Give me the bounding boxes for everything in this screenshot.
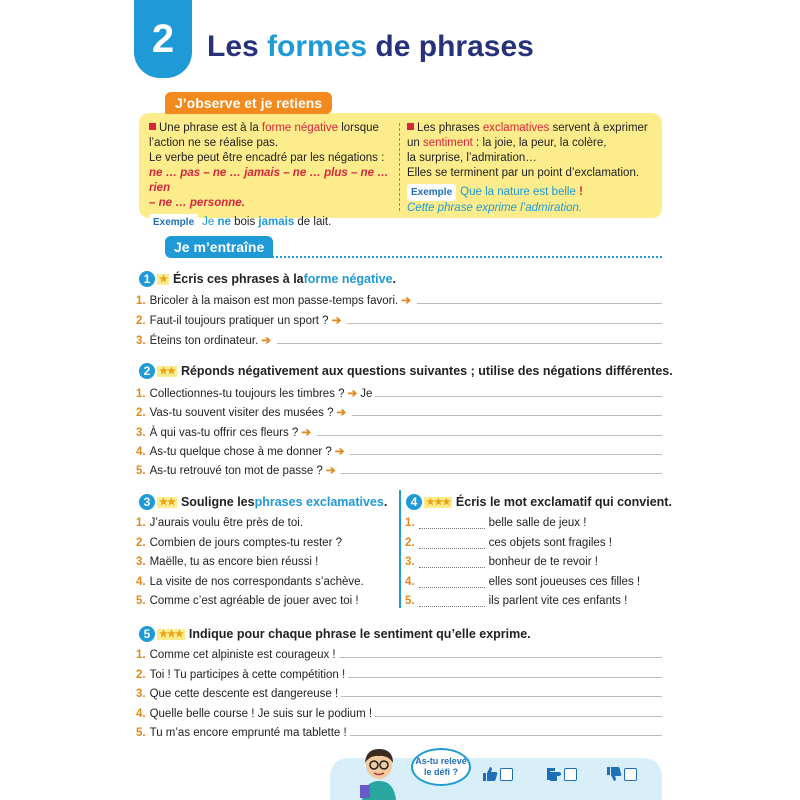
negations-list: ne … pas – ne … jamais – ne … plus – ne … rien: [149, 167, 389, 194]
item-text: Toi ! Tu participes à cette compétition !: [149, 669, 346, 681]
instruction-keyword: forme négative: [303, 272, 393, 286]
answer-line[interactable]: [341, 472, 662, 474]
text: Le verbe peut être encadré par les négations :: [149, 152, 385, 164]
instruction: Souligne les: [180, 495, 255, 509]
item-text: belle salle de jeux !: [488, 517, 587, 529]
arrow-icon: ➔: [261, 335, 271, 347]
exercise-2-item[interactable]: 5. As-tu retrouvé ton mot de passe ? ➔: [136, 463, 662, 477]
bubble-text: As-tu relevé: [415, 756, 467, 766]
exercise-3-item[interactable]: 3. Maëlle, tu as encore bien réussi !: [136, 556, 319, 568]
answer-line[interactable]: [339, 656, 662, 658]
exercise-1-item[interactable]: 1. Bricoler à la maison est mon passe-temps favori. ➔: [136, 293, 662, 307]
exercise-5-item[interactable]: 1. Comme cet alpiniste est courageux !: [136, 649, 662, 661]
exercise-number: 3: [139, 494, 155, 510]
exercise-3-item[interactable]: 4. La visite de nos correspondants s’achève.: [136, 576, 364, 588]
page-title: [207, 30, 534, 64]
text: Les phrases: [417, 122, 483, 134]
item-text[interactable]: J’aurais voulu être près de toi.: [149, 517, 304, 529]
title-accent: formes: [267, 30, 368, 63]
exercise-5-item[interactable]: 5. Tu m’as encore emprunté ma tablette !: [136, 727, 662, 739]
rule-exclamative: [407, 121, 657, 216]
answer-line[interactable]: [347, 322, 662, 324]
instruction: .: [383, 495, 388, 509]
keyword: exclamatives: [482, 122, 550, 134]
challenge-bubble: [411, 748, 471, 786]
exercise-2-item[interactable]: 2. Vas-tu souvent visiter des musées ? ➔: [136, 405, 662, 419]
item-text: Bricoler à la maison est mon passe-temps favori.: [149, 295, 399, 307]
exercise-number: 1: [139, 271, 155, 287]
bullet-square-icon: [407, 123, 414, 130]
answer-blank[interactable]: [419, 557, 485, 568]
item-text[interactable]: Comme c’est agréable de jouer avec toi !: [149, 595, 359, 607]
column-divider: [399, 123, 400, 211]
answer-line[interactable]: [317, 434, 662, 436]
item-text[interactable]: La visite de nos correspondants s’achève.: [149, 576, 364, 588]
item-text: ils parlent vite ces enfants !: [488, 595, 628, 607]
kid-mascot-icon: [356, 745, 402, 800]
star-icon: ★★: [159, 496, 175, 508]
title-part2: de phrases: [367, 30, 534, 63]
star-icon: ★★★: [426, 496, 450, 508]
item-text: Quelle belle course ! Je suis sur le podium !: [149, 708, 373, 720]
exercise-4-item[interactable]: 3. bonheur de te revoir !: [405, 556, 598, 568]
example-text: de lait.: [294, 216, 332, 228]
answer-line[interactable]: [350, 453, 662, 455]
keyword: sentiment: [423, 137, 473, 149]
answer-line[interactable]: [375, 395, 662, 397]
example-text: bois: [230, 216, 259, 228]
bubble-text: le défi ?: [423, 767, 458, 777]
arrow-icon: ➔: [401, 295, 411, 307]
thumbs-up-icon: [482, 766, 498, 782]
text: lorsque: [338, 122, 379, 134]
exercise-2-item[interactable]: 4. As-tu quelque chose à me donner ? ➔: [136, 444, 662, 458]
example-label: Exemple: [407, 184, 456, 201]
answer-line[interactable]: [277, 342, 662, 344]
answer-line[interactable]: [352, 414, 662, 416]
exercise-3-item[interactable]: 1. J’aurais voulu être près de toi.: [136, 517, 304, 529]
instruction: Indique pour chaque phrase le sentiment qu’elle exprime.: [188, 627, 531, 641]
item-text: As-tu retrouvé ton mot de passe ?: [149, 465, 323, 477]
bullet-square-icon: [149, 123, 156, 130]
item-text: Comme cet alpiniste est courageux !: [149, 649, 336, 661]
arrow-icon: ➔: [347, 388, 358, 400]
instruction: .: [392, 272, 397, 286]
text: un: [407, 137, 423, 149]
exercise-4-item[interactable]: 5. ils parlent vite ces enfants !: [405, 595, 628, 607]
star-icon: ★★★: [159, 628, 183, 640]
answer-line[interactable]: [375, 715, 662, 717]
rating-checkbox[interactable]: [564, 768, 577, 781]
instruction-keyword: phrases exclamatives: [254, 495, 384, 509]
instruction: Réponds négativement aux questions suivantes ; utilise des négations différentes.: [180, 364, 673, 378]
item-text: Tu m’as encore emprunté ma tablette !: [149, 727, 347, 739]
exercise-1-header: [139, 271, 396, 287]
star-icon: ★: [159, 273, 167, 285]
answer-blank[interactable]: [419, 538, 485, 549]
exercise-5-item[interactable]: 4. Quelle belle course ! Je suis sur le podium !: [136, 708, 662, 720]
practice-divider: [268, 256, 662, 258]
item-text: Collectionnes-tu toujours les timbres ?: [149, 388, 345, 400]
rating-thumbs-side[interactable]: [546, 766, 577, 782]
observe-tab: J’observe et je retiens: [165, 92, 332, 114]
text: servent à exprimer: [549, 122, 648, 134]
text: Elles se terminent par un point d’exclamation.: [407, 167, 640, 179]
exercise-2-item[interactable]: 1. Collectionnes-tu toujours les timbres ? ➔ Je: [136, 386, 662, 400]
exercise-5-header: [139, 626, 531, 642]
chapter-number: 2: [134, 0, 192, 78]
rating-thumbs-down[interactable]: [606, 766, 637, 782]
exercise-4-item[interactable]: 2. ces objets sont fragiles !: [405, 537, 612, 549]
exercise-3-item[interactable]: 2. Combien de jours comptes-tu rester ?: [136, 537, 342, 549]
item-text[interactable]: Maëlle, tu as encore bien réussi !: [149, 556, 319, 568]
arrow-icon: ➔: [336, 407, 347, 419]
item-text: Que cette descente est dangereuse !: [149, 688, 339, 700]
exercise-4-header: [406, 494, 672, 510]
example-text: Je: [202, 216, 218, 228]
text: l’action ne se réalise pas.: [149, 137, 279, 149]
answer-line[interactable]: [417, 302, 662, 304]
instruction: Écris le mot exclamatif qui convient.: [455, 495, 672, 509]
item-text: À qui vas-tu offrir ces fleurs ?: [149, 427, 299, 439]
exercise-4-item[interactable]: 1. belle salle de jeux !: [405, 517, 587, 529]
arrow-icon: ➔: [325, 465, 336, 477]
exercise-2-item[interactable]: 3. À qui vas-tu offrir ces fleurs ? ➔: [136, 425, 662, 439]
item-text: Vas-tu souvent visiter des musées ?: [149, 407, 334, 419]
example-neg: ne: [217, 216, 231, 228]
text: Une phrase est à la: [159, 122, 262, 134]
answer-line[interactable]: [350, 734, 662, 736]
exercise-5-item[interactable]: 3. Que cette descente est dangereuse !: [136, 688, 662, 700]
answer-line[interactable]: [348, 676, 662, 678]
item-text: As-tu quelque chose à me donner ?: [149, 446, 332, 458]
exercise-4-item[interactable]: 4. elles sont joueuses ces filles !: [405, 576, 641, 588]
thumbs-down-icon: [606, 766, 622, 782]
item-text: elles sont joueuses ces filles !: [488, 576, 641, 588]
star-icon: ★★: [159, 365, 175, 377]
item-text: Éteins ton ordinateur.: [149, 335, 259, 347]
item-text: ces objets sont fragiles !: [488, 537, 612, 549]
keyword: forme négative: [261, 122, 338, 134]
text: la surprise, l’admiration…: [407, 152, 537, 164]
exercise-number: 5: [139, 626, 155, 642]
thumbs-sideways-icon: [546, 766, 562, 782]
exercise-1-item[interactable]: 3. Éteins ton ordinateur. ➔: [136, 333, 662, 347]
exercise-divider: [399, 490, 401, 608]
rule-negative: [149, 121, 399, 231]
item-text[interactable]: Combien de jours comptes-tu rester ?: [149, 537, 342, 549]
exercise-2-header: [139, 363, 673, 379]
answer-start: Je: [360, 388, 373, 400]
observe-box: [139, 113, 662, 228]
exercise-3-item[interactable]: 5. Comme c’est agréable de jouer avec toi !: [136, 595, 359, 607]
exercise-5-item[interactable]: 2. Toi ! Tu participes à cette compétition !: [136, 669, 662, 681]
exercise-3-header: [139, 494, 387, 510]
exercise-number: 4: [406, 494, 422, 510]
example-neg: jamais: [258, 216, 295, 228]
instruction: Écris ces phrases à la: [172, 272, 304, 286]
text: : la joie, la peur, la colère,: [472, 137, 607, 149]
practice-tab: Je m’entraîne: [165, 236, 273, 258]
example-text: Que la nature est belle: [460, 186, 580, 198]
answer-blank[interactable]: [419, 596, 485, 607]
rating-checkbox[interactable]: [500, 768, 513, 781]
example-mark: !: [579, 186, 583, 198]
answer-blank[interactable]: [419, 577, 485, 588]
item-text: Faut-il toujours pratiquer un sport ?: [149, 315, 329, 327]
answer-blank[interactable]: [419, 518, 485, 529]
example-note: Cette phrase exprime l’admiration.: [407, 202, 583, 214]
item-text: bonheur de te revoir !: [488, 556, 598, 568]
rating-checkbox[interactable]: [624, 768, 637, 781]
arrow-icon: ➔: [301, 427, 311, 439]
answer-line[interactable]: [341, 695, 662, 697]
example-label: Exemple: [149, 214, 198, 231]
rating-thumbs-up[interactable]: [482, 766, 513, 782]
negations-list-end: – ne … personne.: [149, 197, 245, 209]
title-part1: Les: [207, 30, 268, 63]
arrow-icon: ➔: [334, 446, 345, 458]
exercise-1-item[interactable]: 2. Faut-il toujours pratiquer un sport ? ➔: [136, 313, 662, 327]
arrow-icon: ➔: [331, 315, 342, 327]
exercise-number: 2: [139, 363, 155, 379]
